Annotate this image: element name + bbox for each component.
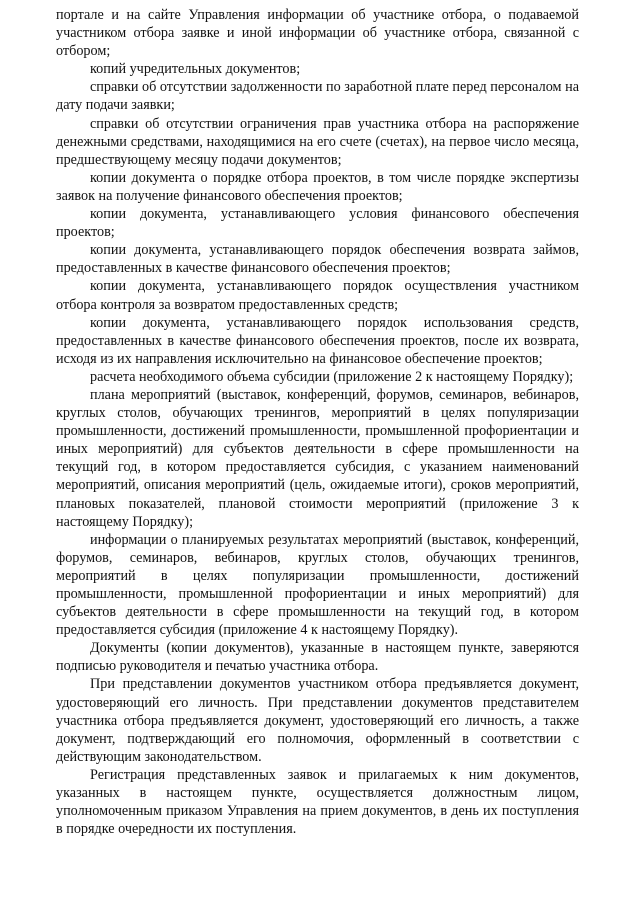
- paragraph: копии документа, устанавливающего условия финансового обеспечения проектов;: [56, 206, 579, 241]
- paragraph: копии документа о порядке отбора проектов, в том числе порядке экспертизы заявок на получение финансового обеспечения проектов;: [56, 169, 579, 204]
- paragraph-continued: портале и на сайте Управления информации об участнике отбора, о подаваемой участником отбора заявке и иной информации об участнике отбора, связанной с отбором;: [56, 7, 579, 60]
- paragraph: копии документа, устанавливающего порядок обеспечения возврата займов, предоставленных в качестве финансового обеспечения проектов;: [56, 242, 579, 277]
- paragraph: информации о планируемых результатах мероприятий (выставок, конференций, форумов, семинаров, вебинаров, круглых столов, обучающих тренингов, мероприятий в целях популяризации промышленности, достижений промышленности, промышленной профориентации и иных мероприятий) для субъектов деятельности в сфере промышленности на текущий год, в котором предоставляется субсидия (приложение 4 к настоящему Порядку).: [56, 531, 579, 639]
- document-page: [56, 6, 579, 838]
- paragraph: Документы (копии документов), указанные в настоящем пункте, заверяются подписью руководителя и печатью участника отбора.: [56, 640, 579, 675]
- paragraph: справки об отсутствии ограничения прав участника отбора на распоряжение денежными средствами, находящимися на его счете (счетах), на первое число месяца, предшествующему месяцу подачи документов;: [56, 115, 579, 168]
- paragraph: справки об отсутствии задолженности по заработной плате перед персоналом на дату подачи заявки;: [56, 79, 579, 114]
- paragraph: копии документа, устанавливающего порядок использования средств, предоставленных в качестве финансового обеспечения проектов, после их возврата, исходя из их направления исключительно на финансовое обеспечение проектов;: [56, 314, 579, 367]
- paragraph: При представлении документов участником отбора предъявляется документ, удостоверяющий его личность. При представлении документов представителем участника отбора предъявляется документ, удостоверяющий его личность, а также документ, подтверждающий его полномочия, оформленный в соответствии с действующим законодательством.: [56, 676, 579, 765]
- paragraph: расчета необходимого объема субсидии (приложение 2 к настоящему Порядку);: [90, 368, 574, 385]
- paragraph: копий учредительных документов;: [90, 61, 301, 78]
- paragraph: плана мероприятий (выставок, конференций, форумов, семинаров, вебинаров, круглых столов, обучающих тренингов, мероприятий в целях популяризации промышленности, достижений промышленности, промышленной профориентации и иных мероприятий) для субъектов деятельности в сфере промышленности на текущий год, в котором предоставляется субсидия, с указанием наименований мероприятий, описания мероприятий (цель, ожидаемые итоги), сроков мероприятий, плановых показателей, плановой стоимости мероприятий (приложение 3 к настоящему Порядку);: [56, 386, 579, 530]
- paragraph: копии документа, устанавливающего порядок осуществления участником отбора контроля за возвратом предоставленных средств;: [56, 278, 579, 313]
- paragraph: Регистрация представленных заявок и прилагаемых к ним документов, указанных в настоящем пункте, осуществляется должностным лицом, уполномоченным приказом Управления на прием документов, в день их поступления в порядке очередности их поступления.: [56, 766, 579, 838]
